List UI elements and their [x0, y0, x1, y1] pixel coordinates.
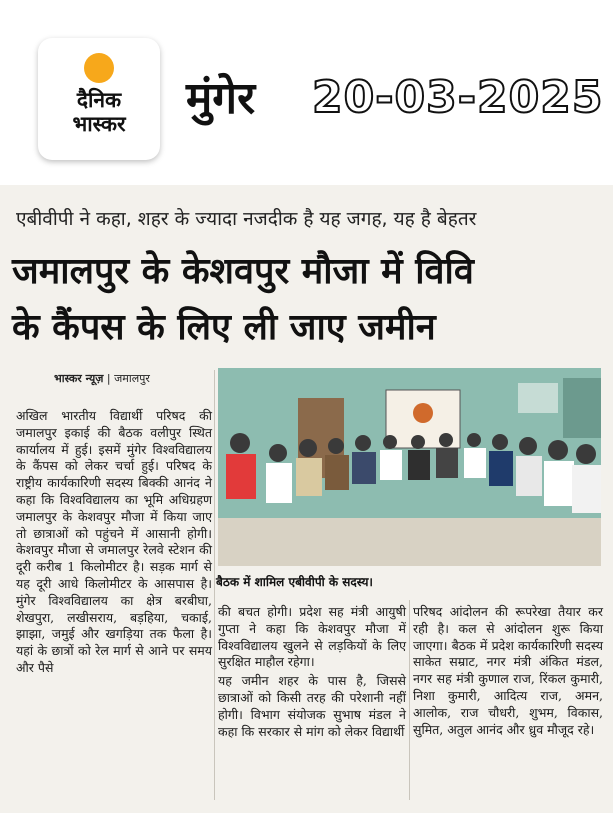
headline-line2: के कैंपस के लिए ली जाए जमीन	[12, 307, 436, 348]
photo-caption: बैठक में शामिल एबीवीपी के सदस्य।	[216, 575, 373, 589]
headline-line1: जमालपुर के केशवपुर मौजा में विवि	[12, 251, 474, 292]
sun-icon	[84, 53, 114, 83]
column-divider	[214, 370, 215, 800]
meeting-illustration	[218, 368, 601, 566]
article-column-3	[413, 604, 603, 740]
body-paragraph: अखिल भारतीय विद्यार्थी परिषद की जमालपुर इकाई की बैठक वलीपुर स्थित कार्यालय में हुई। इसमें मुंगेर विश्वविद्यालय के कैंपस को लेकर चर्चा हुई। परिषद के राष्ट्रीय कार्यकारिणी सदस्य बिक्की आनंद ने कहा कि विश्वविद्यालय का भूमि अधिग्रहण जमालपुर के केशवपुर मौजा में किया जाए तो छात्राओं को पहुंचने में आसानी होगी। केशवपुर मौजा से जमालपुर रेलवे स्टेशन की दूरी करीब 1 किलोमीटर है। सड़क मार्ग से यह दूरी आधे किलोमीटर के आसपास है। मुंगेर विश्वविद्यालय का क्षेत्र बरबीघा, शेखपुरा, लखीसराय, बड़हिया, चकाई, झाझा, जमुई और खगड़िया तक फैला है। यहां के छात्रों को रेल मार्ग से आने पर समय और पैसे	[16, 408, 212, 675]
logo-line1: दैनिक	[76, 88, 122, 112]
meeting-photo	[218, 368, 601, 566]
body-paragraph: यह जमीन शहर के पास है, जिससे छात्राओं को किसी तरह की परेशानी नहीं होगी। विभाग संयोजक सुभाष मंडल ने कहा कि सरकार से मांग को लेकर विद्यार्थी	[218, 673, 406, 739]
article-column-1	[16, 408, 212, 679]
body-paragraph: की बचत होगी। प्रदेश सह मंत्री आयुषी गुप्ता ने कहा कि केशवपुर मौजा में विश्वविद्यालय खुलने से लड़कियों के लिए सुरक्षित माहौल रहेगा।	[218, 604, 406, 670]
byline: भास्कर न्यूज़ | जमालपुर	[54, 372, 150, 385]
city-name: मुंगेर	[186, 73, 256, 124]
edition-date: 20-03-2025	[312, 72, 604, 123]
header	[0, 0, 613, 185]
column-divider	[409, 600, 410, 800]
article-column-2	[218, 604, 406, 742]
dainik-bhaskar-logo	[38, 38, 160, 160]
kicker: एबीवीपी ने कहा, शहर के ज्यादा नजदीक है यह जगह, यह है बेहतर	[16, 208, 477, 230]
byline-place: जमालपुर	[114, 372, 150, 385]
logo-line2: भास्कर	[72, 112, 126, 136]
byline-brand: भास्कर न्यूज़	[54, 372, 104, 385]
body-paragraph: परिषद आंदोलन की रूपरेखा तैयार कर रही है। कल से आंदोलन शुरू किया जाएगा। बैठक में प्रदेश कार्यकारिणी सदस्य साकेत सम्राट, नगर मंत्री अंकित मंडल, नगर सह मंत्री कुणाल राज, रिंकल कुमारी, निशा कुमारी, आदित्य राज, अमन, आलोक, राज चौधरी, शुभम, विकास, सुमित, अतुल आनंद और ध्रुव मौजूद रहे।	[413, 604, 603, 737]
